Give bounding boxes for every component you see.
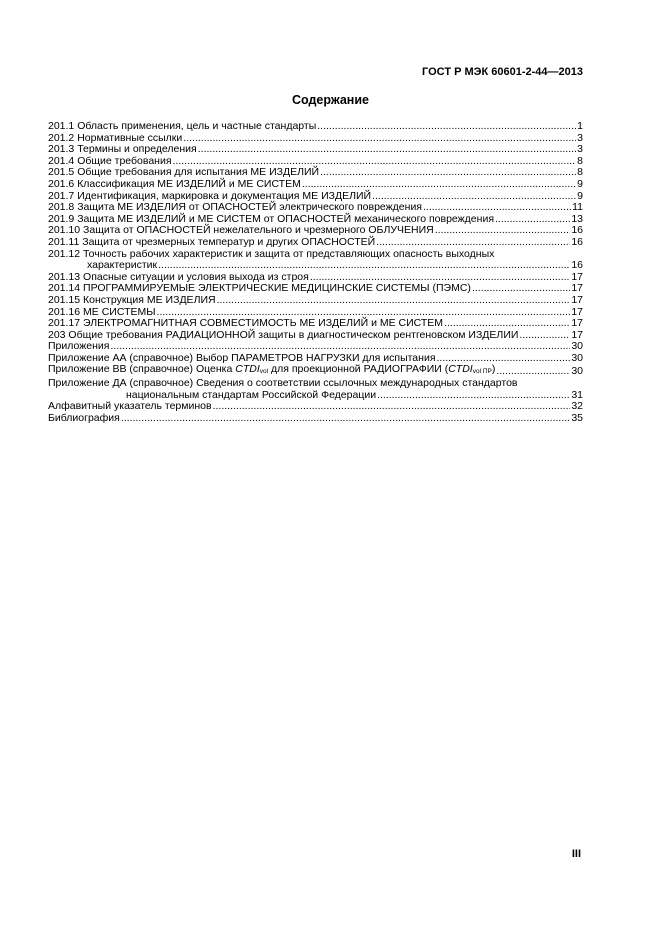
toc-entry[interactable]: Приложение ДА (справочное) Сведения о соответствии ссылочных международных стандартов национальным стандартам Российской Федерации ..... 31 [48, 378, 583, 401]
toc-entry[interactable]: Приложение ВВ (справочное) Оценка $CTDI_{vol}$ для проекционной РАДИОГРАФИИ $(CTDI_{vol ПР})$ ..... 30 [48, 364, 583, 378]
toc-entry[interactable]: 201.17 ЭЛЕКТРОМАГНИТНАЯ СОВМЕСТИМОСТЬ МЕ ИЗДЕЛИЙ и МЕ СИСТЕМ ..... 17 [48, 318, 583, 330]
toc-entry[interactable]: 201.2 Нормативные ссылки ..... 3 [48, 133, 583, 145]
toc-entry[interactable]: Алфавитный указатель терминов ..... 32 [48, 401, 583, 413]
toc-entry[interactable]: 203 Общие требования РАДИАЦИОННОЙ защиты в диагностическом рентгеновском ИЗДЕЛИИ ..... 17 [48, 330, 583, 342]
toc-entry[interactable]: 201.16 МЕ СИСТЕМЫ ..... 17 [48, 307, 583, 319]
toc-entry[interactable]: 201.10 Защита от ОПАСНОСТЕЙ нежелательного и чрезмерного ОБЛУЧЕНИЯ ..... 16 [48, 225, 583, 237]
toc-entry[interactable]: 201.11 Защита от чрезмерных температур и других ОПАСНОСТЕЙ ..... 16 [48, 237, 583, 249]
toc-entry[interactable]: 201.4 Общие требования ..... 8 [48, 156, 583, 168]
toc-entry[interactable]: 201.14 ПРОГРАММИРУЕМЫЕ ЭЛЕКТРИЧЕСКИЕ МЕДИЦИНСКИЕ СИСТЕМЫ (ПЭМС) ..... 17 [48, 283, 583, 295]
toc-entry[interactable]: 201.15 Конструкция МЕ ИЗДЕЛИЯ ..... 17 [48, 295, 583, 307]
toc-entry[interactable]: Библиография ..... 35 [48, 413, 583, 425]
document-header: ГОСТ Р МЭК 60601-2-44—2013 [422, 66, 583, 78]
page-number: III [571, 848, 581, 860]
toc-entry[interactable]: 201.8 Защита МЕ ИЗДЕЛИЯ от ОПАСНОСТЕЙ электрического повреждения ..... 11 [48, 202, 583, 214]
toc-entry[interactable]: 201.7 Идентификация, маркировка и документация МЕ ИЗДЕЛИЙ ..... 9 [48, 191, 583, 203]
toc-entry[interactable]: 201.3 Термины и определения ..... 3 [48, 144, 583, 156]
toc-entry[interactable]: 201.6 Классификация МЕ ИЗДЕЛИЙ и МЕ СИСТЕМ ..... 9 [48, 179, 583, 191]
table-of-contents [48, 121, 583, 424]
toc-entry[interactable]: 201.13 Опасные ситуации и условия выхода из строя ..... 17 [48, 272, 583, 284]
toc-entry[interactable]: Приложения ..... 30 [48, 341, 583, 353]
toc-entry[interactable]: 201.12 Точность рабочих характеристик и защита от представляющих опасность выходных характеристик ..... 16 [48, 249, 583, 272]
toc-entry[interactable]: 201.1 Область применения, цель и частные стандарты ..... 1 [48, 121, 583, 133]
page-title: Содержание [291, 93, 369, 107]
toc-entry[interactable]: Приложение АА (справочное) Выбор ПАРАМЕТРОВ НАГРУЗКИ для испытания ..... 30 [48, 353, 583, 365]
toc-entry[interactable]: 201.9 Защита МЕ ИЗДЕЛИЙ и МЕ СИСТЕМ от ОПАСНОСТЕЙ механического повреждения ..... 13 [48, 214, 583, 226]
toc-entry[interactable]: 201.5 Общие требования для испытания МЕ ИЗДЕЛИЙ ..... 8 [48, 167, 583, 179]
